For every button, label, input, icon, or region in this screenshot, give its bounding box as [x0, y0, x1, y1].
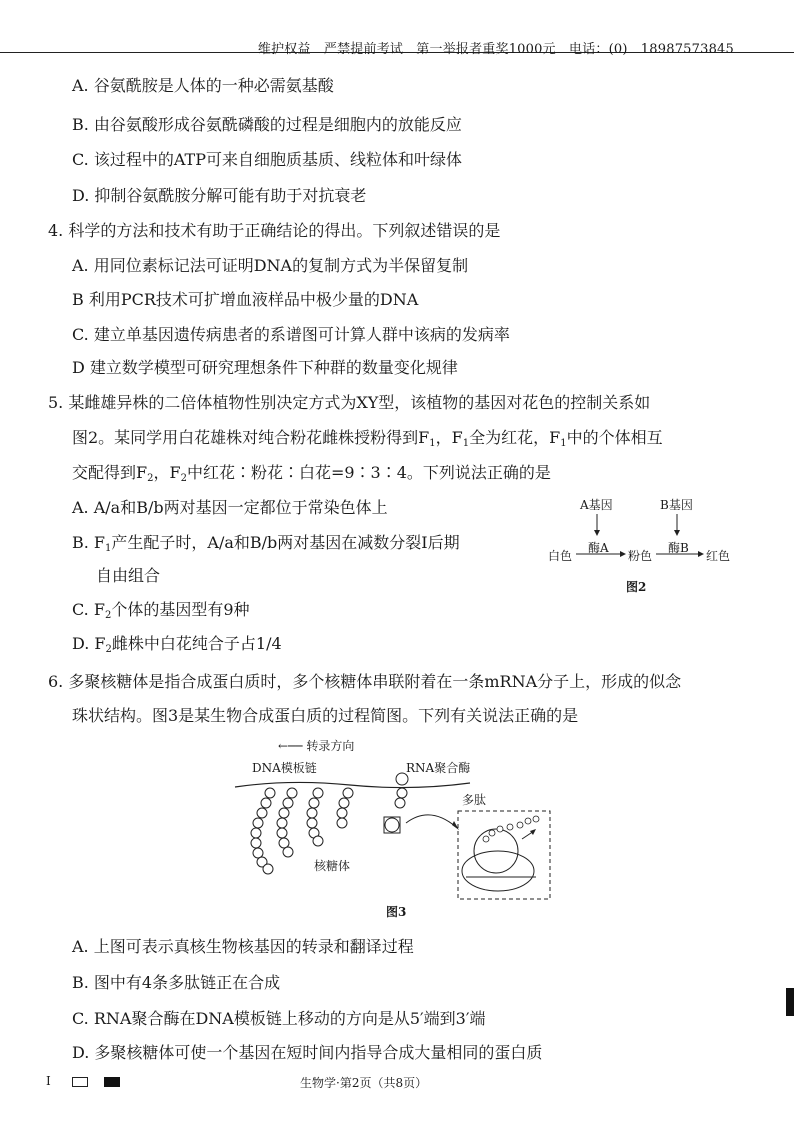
- q4-stem: 4. 科学的方法和技术有助于正确结论的得出。下列叙述错误的是: [48, 221, 501, 240]
- fig3-ribosome-label: 核糖体: [314, 859, 351, 873]
- q3-option-c: C. 该过程中的ATP可来自细胞质基质、线粒体和叶绿体: [72, 150, 462, 169]
- fig2-gene-b: B基因: [660, 498, 693, 512]
- q6-option-b: B. 图中有4条多肽链正在合成: [72, 973, 281, 992]
- q4-option-c: C. 建立单基因遗传病患者的系谱图可计算人群中该病的发病率: [72, 325, 510, 344]
- fig3-direction: ←── 转录方向: [278, 739, 355, 753]
- q5-option-b-cont: 自由组合: [96, 566, 161, 585]
- q3-option-b: B. 由谷氨酸形成谷氨酰磷酸的过程是细胞内的放能反应: [72, 115, 462, 134]
- fig3-peptide-label: 多肽: [462, 793, 487, 807]
- fig3-dna-label: DNA模板链: [252, 761, 317, 775]
- page-header: [0, 30, 794, 57]
- fig3-caption: 图3: [386, 905, 407, 919]
- q4-option-d: D 建立数学模型可研究理想条件下种群的数量变化规律: [72, 358, 458, 377]
- fig2-white: 白色: [548, 549, 573, 563]
- fig2-gene-a: A基因: [580, 498, 613, 512]
- q6-option-c: C. RNA聚合酶在DNA模板链上移动的方向是从5′端到3′端: [72, 1009, 486, 1028]
- footer-empty-box-icon: [72, 1077, 88, 1087]
- q5-option-c: C. $F_2$个体的基因型有9种: [72, 600, 250, 621]
- q3-option-a: A. 谷氨酰胺是人体的一种必需氨基酸: [72, 76, 334, 95]
- q6-option-d: D. 多聚核糖体可使一个基因在短时间内指导合成大量相同的蛋白质: [72, 1043, 543, 1062]
- fig3-rna-pol-label: RNA聚合酶: [406, 761, 471, 775]
- q4-option-b: B 利用PCR技术可扩增血液样品中极少量的DNA: [72, 290, 419, 309]
- q5-option-b: B. $F_1$产生配子时，A/a和B/b两对基因在减数分裂Ⅰ后期: [72, 533, 460, 554]
- fig2-pink: 粉色: [628, 549, 653, 563]
- fig2-red: 红色: [706, 549, 731, 563]
- footer-filled-box-icon: [104, 1077, 120, 1087]
- fig2-caption: 图2: [626, 580, 647, 594]
- fig3-diagram: [230, 755, 560, 915]
- footer-page-number: 生物学·第2页（共8页）: [300, 1076, 428, 1090]
- figure-3: [230, 735, 560, 920]
- q5-option-d: D. $F_2$雌株中白花纯合子占1/4: [72, 634, 282, 655]
- edge-mark: [786, 988, 794, 1016]
- q5-stem-line1: 5. 某雌雄异株的二倍体植物性别决定方式为XY型，该植物的基因对花色的控制关系如: [48, 393, 651, 412]
- fig2-enzyme-a: 酶A: [588, 541, 609, 555]
- q3-option-d: D. 抑制谷氨酰胺分解可能有助于对抗衰老: [72, 186, 367, 205]
- q5-option-a: A. A/a和B/b两对基因一定都位于常染色体上: [72, 498, 388, 517]
- q5-stem-line2: 图2。某同学用白花雄株对纯合粉花雌株授粉得到$F_1$，$F_1$全为红花，$F_1$中的个体相互: [72, 428, 663, 449]
- fig2-arrows: [548, 494, 748, 594]
- q6-stem-line2: 珠状结构。图3是某生物合成蛋白质的过程简图。下列有关说法正确的是: [72, 706, 579, 725]
- q6-stem-line1: 6. 多聚核糖体是指合成蛋白质时，多个核糖体串联附着在一条mRNA分子上，形成的似念: [48, 672, 682, 691]
- q5-stem-line3: 交配得到$F_2$，$F_2$中红花∶粉花∶白花=9∶3∶4。下列说法正确的是: [72, 463, 551, 484]
- header-notice: 维护权益 严禁提前考试 第一举报者重奖1000元 电话：(0) 18987573845: [257, 42, 734, 57]
- footer-left-mark: I: [46, 1074, 51, 1088]
- q6-option-a: A. 上图可表示真核生物核基因的转录和翻译过程: [72, 937, 414, 956]
- q4-option-a: A. 用同位素标记法可证明DNA的复制方式为半保留复制: [72, 256, 469, 275]
- fig2-enzyme-b: 酶B: [668, 541, 689, 555]
- figure-2: [548, 494, 748, 594]
